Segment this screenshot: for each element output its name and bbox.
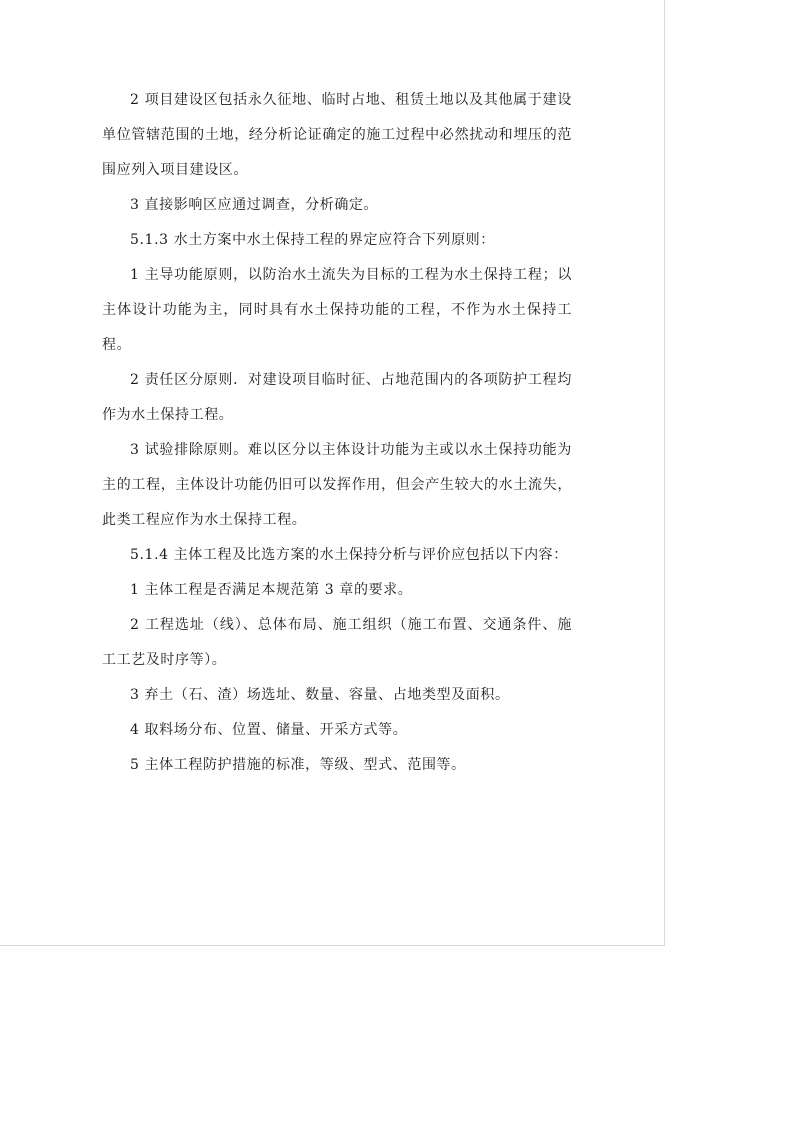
list-item-2: 2 工程选址（线）、总体布局、施工组织（施工布置、交通条件、施工工艺及时序等）。 xyxy=(102,617,572,668)
paragraph-responsibility-principle: 2 责任区分原则．对建设项目临时征、占地范围内的各项防护工程均作为水土保持工程。 xyxy=(102,372,572,423)
list-item-4: 4 取料场分布、位置、储量、开采方式等。 xyxy=(130,722,408,738)
clause-5-1-3: 5.1.3 水土方案中水土保持工程的界定应符合下列原则： xyxy=(130,232,495,248)
document-body xyxy=(102,83,572,783)
clause-5-1-4: 5.1.4 主体工程及比选方案的水土保持分析与评价应包括以下内容： xyxy=(130,547,568,563)
paragraph-project-area: 2 项目建设区包括永久征地、临时占地、租赁土地以及其他属于建设单位管辖范围的土地，经分析论证确定的施工过程中必然扰动和埋压的范围应列入项目建设区。 xyxy=(102,92,572,178)
paragraph-exclusion-principle: 3 试验排除原则。难以区分以主体设计功能为主或以水土保持功能为主的工程，主体设计功能仍旧可以发挥作用，但会产生较大的水土流失，此类工程应作为水土保持工程。 xyxy=(102,442,572,528)
paragraph-direct-impact-area: 3 直接影响区应通过调查，分析确定。 xyxy=(130,197,379,213)
paragraph-main-function-principle: 1 主导功能原则，以防治水土流失为目标的工程为水土保持工程；以主体设计功能为主，同时具有水土保持功能的工程，不作为水土保持工程。 xyxy=(102,267,572,353)
list-item-3: 3 弃土（石、渣）场选址、数量、容量、占地类型及面积。 xyxy=(130,687,510,703)
list-item-5: 5 主体工程防护措施的标准，等级、型式、范围等。 xyxy=(130,757,466,773)
list-item-1: 1 主体工程是否满足本规范第 3 章的要求。 xyxy=(130,582,413,598)
